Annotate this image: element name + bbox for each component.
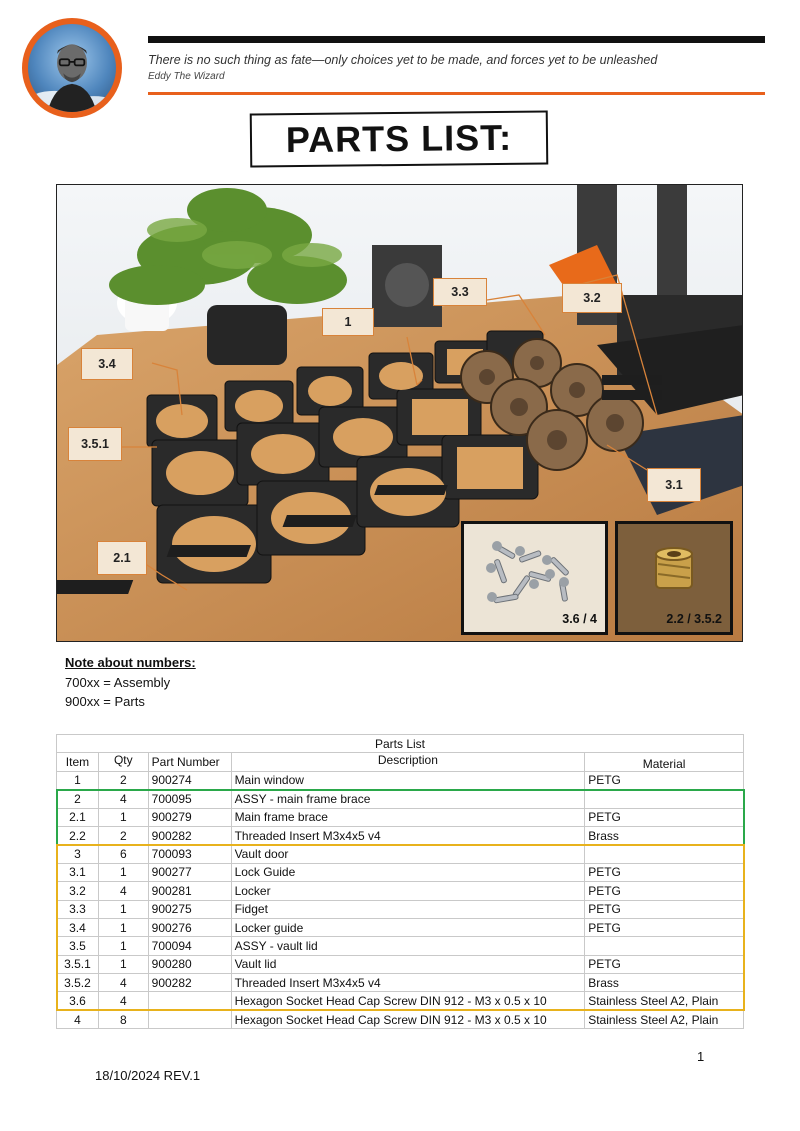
material-cell: PETG	[585, 863, 744, 881]
callout-label: 3.5.1	[68, 427, 122, 461]
column-header: Qty	[98, 753, 148, 771]
column-header: Material	[585, 753, 744, 771]
header-quote: There is no such thing as fate—only choices yet to be made, and forces yet to be unleashed	[148, 53, 658, 67]
part-number-cell: 900276	[148, 918, 231, 936]
parts-photo	[56, 184, 743, 642]
description-cell: Hexagon Socket Head Cap Screw DIN 912 - M3 x 0.5 x 10	[231, 992, 585, 1010]
callout-label: 2.1	[97, 541, 147, 575]
material-cell: PETG	[585, 918, 744, 936]
header-top-rule	[148, 36, 765, 43]
description-cell: Fidget	[231, 900, 585, 918]
item-cell: 2	[57, 790, 99, 808]
description-cell: ASSY - main frame brace	[231, 790, 585, 808]
page-number: 1	[697, 1049, 705, 1064]
qty-cell: 1	[98, 937, 148, 955]
description-cell: Threaded Insert M3x4x5 v4	[231, 826, 585, 844]
qty-cell: 6	[98, 845, 148, 863]
description-cell: Vault lid	[231, 955, 585, 973]
part-number-cell: 900274	[148, 771, 231, 789]
callout-label: 3.1	[647, 468, 701, 502]
material-cell: Stainless Steel A2, Plain	[585, 992, 744, 1010]
item-cell: 3	[57, 845, 99, 863]
callout-label: 3.2	[562, 283, 622, 313]
table-row	[57, 900, 744, 918]
table-row	[57, 918, 744, 936]
part-number-cell: 900282	[148, 974, 231, 992]
table-row	[57, 974, 744, 992]
description-cell: Hexagon Socket Head Cap Screw DIN 912 - M3 x 0.5 x 10	[231, 1010, 585, 1028]
parts-table-body	[57, 771, 744, 1028]
table-caption: Parts List	[57, 735, 744, 753]
column-header: Part Number	[148, 753, 231, 771]
revision-date: 18/10/2024 REV.1	[95, 1068, 201, 1083]
material-cell: PETG	[585, 955, 744, 973]
table-caption-row	[57, 735, 744, 753]
item-cell: 3.5	[57, 937, 99, 955]
table-row	[57, 937, 744, 955]
page-title: PARTS LIST:	[250, 110, 549, 167]
item-cell: 2.1	[57, 808, 99, 826]
material-cell	[585, 845, 744, 863]
material-cell: Stainless Steel A2, Plain	[585, 1010, 744, 1028]
material-cell	[585, 937, 744, 955]
part-number-cell	[148, 1010, 231, 1028]
material-cell: Brass	[585, 974, 744, 992]
item-cell: 3.3	[57, 900, 99, 918]
qty-cell: 4	[98, 992, 148, 1010]
item-cell: 3.6	[57, 992, 99, 1010]
table-row	[57, 863, 744, 881]
screws-inset	[461, 521, 608, 635]
material-cell	[585, 790, 744, 808]
callout-label: 3.3	[433, 278, 487, 306]
qty-cell: 8	[98, 1010, 148, 1028]
qty-cell: 1	[98, 808, 148, 826]
table-row	[57, 790, 744, 808]
part-number-cell: 900275	[148, 900, 231, 918]
qty-cell: 1	[98, 900, 148, 918]
table-header-row	[57, 753, 744, 771]
part-number-cell: 700094	[148, 937, 231, 955]
table-row	[57, 882, 744, 900]
description-cell: Locker guide	[231, 918, 585, 936]
header-author: Eddy The Wizard	[148, 71, 225, 82]
note-line: 700xx = Assembly	[65, 675, 171, 690]
description-cell: Main frame brace	[231, 808, 585, 826]
description-cell: Main window	[231, 771, 585, 789]
description-cell: ASSY - vault lid	[231, 937, 585, 955]
table-row	[57, 992, 744, 1010]
author-avatar	[22, 18, 122, 118]
qty-cell: 2	[98, 826, 148, 844]
item-cell: 3.4	[57, 918, 99, 936]
part-number-cell: 700095	[148, 790, 231, 808]
material-cell: PETG	[585, 771, 744, 789]
item-cell: 1	[57, 771, 99, 789]
part-number-cell: 900279	[148, 808, 231, 826]
item-cell: 4	[57, 1010, 99, 1028]
inset-caption: 3.6 / 4	[562, 612, 597, 626]
item-cell: 3.5.2	[57, 974, 99, 992]
qty-cell: 2	[98, 771, 148, 789]
qty-cell: 1	[98, 955, 148, 973]
item-cell: 3.5.1	[57, 955, 99, 973]
part-number-cell: 900280	[148, 955, 231, 973]
qty-cell: 1	[98, 918, 148, 936]
column-header: Item	[57, 753, 99, 771]
qty-cell: 4	[98, 790, 148, 808]
item-cell: 2.2	[57, 826, 99, 844]
material-cell: Brass	[585, 826, 744, 844]
inset-caption: 2.2 / 3.5.2	[666, 612, 722, 626]
description-cell: Lock Guide	[231, 863, 585, 881]
table-row	[57, 845, 744, 863]
header-accent-rule	[148, 92, 765, 95]
material-cell: PETG	[585, 808, 744, 826]
material-cell: PETG	[585, 900, 744, 918]
qty-cell: 1	[98, 863, 148, 881]
part-number-cell: 700093	[148, 845, 231, 863]
notes-title: Note about numbers:	[65, 655, 196, 670]
part-number-cell	[148, 992, 231, 1010]
item-cell: 3.1	[57, 863, 99, 881]
table-row	[57, 826, 744, 844]
table-row	[57, 771, 744, 789]
qty-cell: 4	[98, 974, 148, 992]
callout-label: 1	[322, 308, 374, 336]
part-number-cell: 900277	[148, 863, 231, 881]
table-row	[57, 1010, 744, 1028]
description-cell: Vault door	[231, 845, 585, 863]
description-cell: Locker	[231, 882, 585, 900]
avatar-portrait	[28, 24, 116, 112]
column-header: Description	[231, 753, 585, 771]
material-cell: PETG	[585, 882, 744, 900]
note-line: 900xx = Parts	[65, 694, 145, 709]
parts-table	[56, 734, 744, 1029]
part-number-cell: 900282	[148, 826, 231, 844]
callout-label: 3.4	[81, 348, 133, 380]
qty-cell: 4	[98, 882, 148, 900]
insert-inset	[615, 521, 733, 635]
item-cell: 3.2	[57, 882, 99, 900]
table-row	[57, 808, 744, 826]
part-number-cell: 900281	[148, 882, 231, 900]
description-cell: Threaded Insert M3x4x5 v4	[231, 974, 585, 992]
table-row	[57, 955, 744, 973]
